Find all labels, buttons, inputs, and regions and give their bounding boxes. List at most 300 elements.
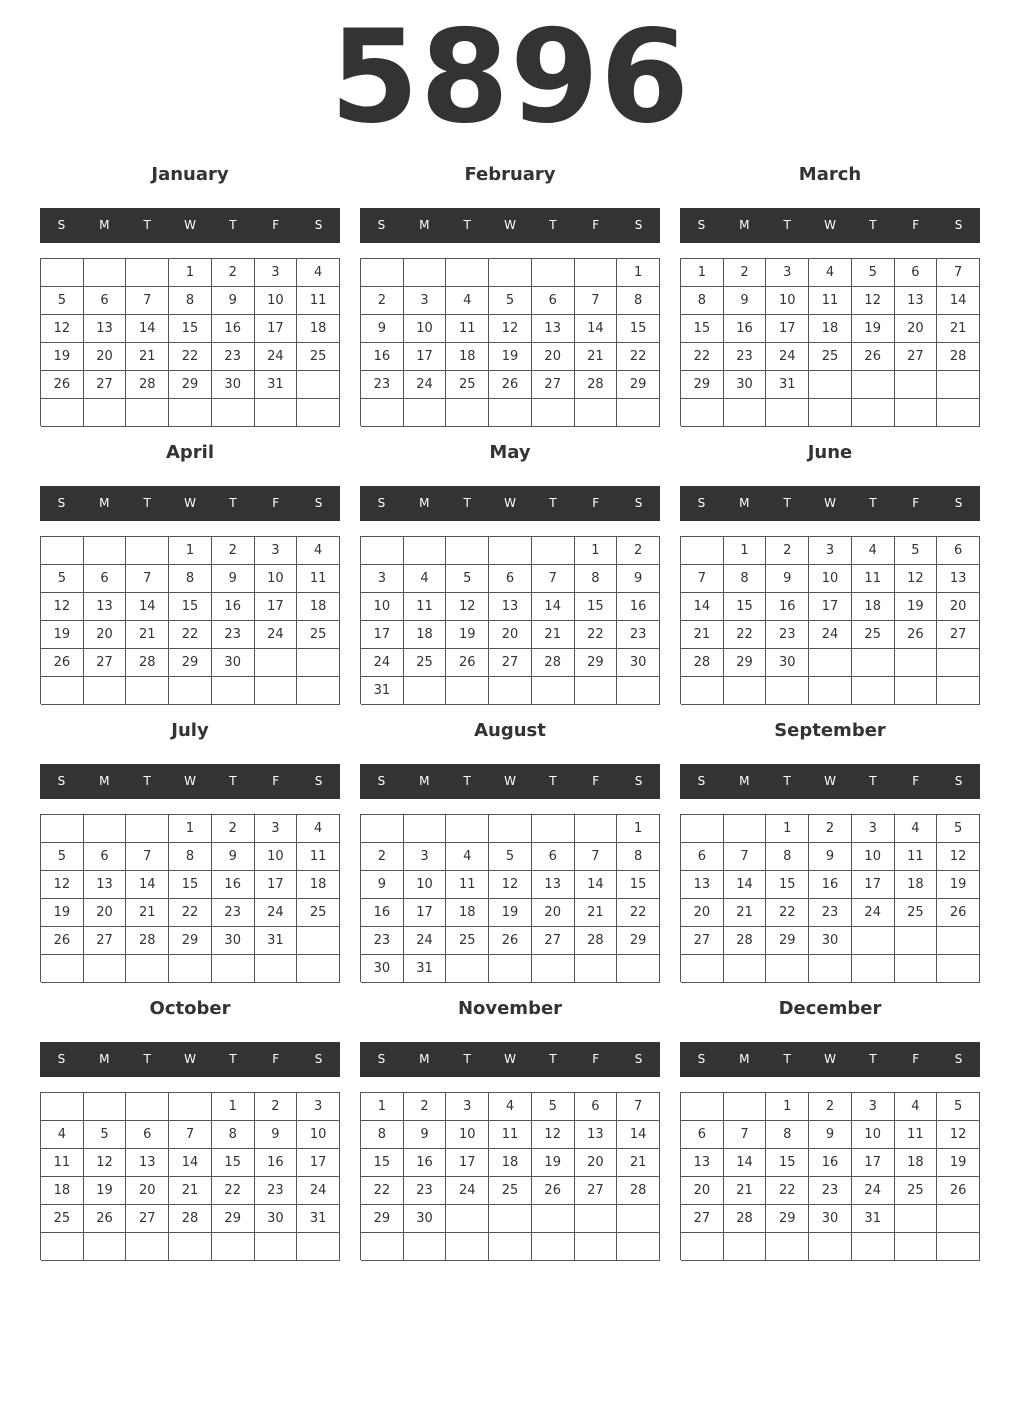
day-cell[interactable]: 7 (724, 1121, 767, 1149)
day-cell[interactable]: 13 (895, 287, 938, 315)
day-cell[interactable]: 21 (126, 621, 169, 649)
day-cell[interactable]: 7 (724, 843, 767, 871)
day-cell[interactable]: 15 (724, 593, 767, 621)
day-cell[interactable]: 11 (489, 1121, 532, 1149)
day-cell[interactable]: 18 (446, 899, 489, 927)
day-cell[interactable]: 26 (937, 899, 980, 927)
day-cell[interactable]: 15 (766, 1149, 809, 1177)
day-cell[interactable]: 23 (212, 899, 255, 927)
day-cell[interactable]: 8 (766, 1121, 809, 1149)
day-cell[interactable]: 21 (126, 899, 169, 927)
day-cell[interactable]: 19 (937, 871, 980, 899)
day-cell[interactable]: 19 (41, 343, 84, 371)
day-cell[interactable]: 10 (255, 843, 298, 871)
day-cell[interactable]: 10 (852, 1121, 895, 1149)
day-cell[interactable]: 8 (361, 1121, 404, 1149)
day-cell[interactable]: 28 (126, 927, 169, 955)
day-cell[interactable]: 26 (489, 371, 532, 399)
day-cell[interactable]: 27 (681, 1205, 724, 1233)
day-cell[interactable]: 6 (532, 287, 575, 315)
day-cell[interactable]: 20 (681, 1177, 724, 1205)
day-cell[interactable]: 25 (297, 899, 340, 927)
day-cell[interactable]: 15 (169, 871, 212, 899)
day-cell[interactable]: 29 (724, 649, 767, 677)
day-cell[interactable]: 8 (766, 843, 809, 871)
day-cell[interactable]: 18 (809, 315, 852, 343)
day-cell[interactable]: 26 (532, 1177, 575, 1205)
day-cell[interactable]: 25 (446, 927, 489, 955)
day-cell[interactable]: 14 (575, 871, 618, 899)
day-cell[interactable]: 22 (169, 621, 212, 649)
day-cell[interactable]: 6 (895, 259, 938, 287)
day-cell[interactable]: 23 (212, 621, 255, 649)
day-cell[interactable]: 2 (617, 537, 660, 565)
day-cell[interactable]: 9 (361, 871, 404, 899)
day-cell[interactable]: 17 (255, 871, 298, 899)
day-cell[interactable]: 30 (212, 649, 255, 677)
day-cell[interactable]: 7 (575, 287, 618, 315)
day-cell[interactable]: 25 (809, 343, 852, 371)
day-cell[interactable]: 12 (489, 871, 532, 899)
day-cell[interactable]: 4 (41, 1121, 84, 1149)
day-cell[interactable]: 3 (255, 537, 298, 565)
day-cell[interactable]: 20 (84, 621, 127, 649)
day-cell[interactable]: 2 (404, 1093, 447, 1121)
day-cell[interactable]: 24 (255, 621, 298, 649)
day-cell[interactable]: 18 (852, 593, 895, 621)
day-cell[interactable]: 4 (297, 537, 340, 565)
day-cell[interactable]: 17 (446, 1149, 489, 1177)
day-cell[interactable]: 28 (126, 649, 169, 677)
day-cell[interactable]: 22 (681, 343, 724, 371)
day-cell[interactable]: 6 (575, 1093, 618, 1121)
day-cell[interactable]: 13 (532, 871, 575, 899)
day-cell[interactable]: 8 (681, 287, 724, 315)
day-cell[interactable]: 21 (681, 621, 724, 649)
day-cell[interactable]: 29 (361, 1205, 404, 1233)
day-cell[interactable]: 6 (681, 843, 724, 871)
day-cell[interactable]: 7 (126, 287, 169, 315)
day-cell[interactable]: 2 (809, 1093, 852, 1121)
day-cell[interactable]: 9 (255, 1121, 298, 1149)
day-cell[interactable]: 28 (169, 1205, 212, 1233)
day-cell[interactable]: 22 (361, 1177, 404, 1205)
day-cell[interactable]: 17 (404, 343, 447, 371)
day-cell[interactable]: 4 (852, 537, 895, 565)
day-cell[interactable]: 16 (766, 593, 809, 621)
day-cell[interactable]: 29 (169, 371, 212, 399)
day-cell[interactable]: 20 (895, 315, 938, 343)
day-cell[interactable]: 19 (84, 1177, 127, 1205)
day-cell[interactable]: 8 (575, 565, 618, 593)
day-cell[interactable]: 19 (446, 621, 489, 649)
day-cell[interactable]: 23 (212, 343, 255, 371)
day-cell[interactable]: 15 (766, 871, 809, 899)
day-cell[interactable]: 8 (169, 843, 212, 871)
day-cell[interactable]: 13 (937, 565, 980, 593)
day-cell[interactable]: 7 (126, 843, 169, 871)
day-cell[interactable]: 5 (41, 287, 84, 315)
day-cell[interactable]: 20 (84, 343, 127, 371)
day-cell[interactable]: 7 (169, 1121, 212, 1149)
day-cell[interactable]: 31 (766, 371, 809, 399)
day-cell[interactable]: 2 (212, 259, 255, 287)
day-cell[interactable]: 30 (766, 649, 809, 677)
day-cell[interactable]: 24 (446, 1177, 489, 1205)
day-cell[interactable]: 29 (766, 1205, 809, 1233)
day-cell[interactable]: 16 (361, 899, 404, 927)
day-cell[interactable]: 14 (126, 315, 169, 343)
day-cell[interactable]: 4 (446, 287, 489, 315)
day-cell[interactable]: 23 (809, 899, 852, 927)
day-cell[interactable]: 6 (681, 1121, 724, 1149)
day-cell[interactable]: 29 (617, 927, 660, 955)
day-cell[interactable]: 21 (937, 315, 980, 343)
day-cell[interactable]: 8 (212, 1121, 255, 1149)
day-cell[interactable]: 8 (169, 565, 212, 593)
day-cell[interactable]: 24 (404, 927, 447, 955)
day-cell[interactable]: 30 (404, 1205, 447, 1233)
day-cell[interactable]: 7 (575, 843, 618, 871)
day-cell[interactable]: 25 (41, 1205, 84, 1233)
day-cell[interactable]: 6 (84, 843, 127, 871)
day-cell[interactable]: 31 (404, 955, 447, 983)
day-cell[interactable]: 8 (724, 565, 767, 593)
day-cell[interactable]: 17 (852, 1149, 895, 1177)
day-cell[interactable]: 10 (809, 565, 852, 593)
day-cell[interactable]: 11 (446, 315, 489, 343)
day-cell[interactable]: 28 (724, 927, 767, 955)
day-cell[interactable]: 3 (404, 843, 447, 871)
day-cell[interactable]: 19 (852, 315, 895, 343)
day-cell[interactable]: 5 (489, 287, 532, 315)
day-cell[interactable]: 24 (404, 371, 447, 399)
day-cell[interactable]: 20 (84, 899, 127, 927)
day-cell[interactable]: 14 (169, 1149, 212, 1177)
day-cell[interactable]: 2 (212, 537, 255, 565)
day-cell[interactable]: 16 (212, 315, 255, 343)
day-cell[interactable]: 1 (766, 815, 809, 843)
day-cell[interactable]: 21 (126, 343, 169, 371)
day-cell[interactable]: 30 (809, 1205, 852, 1233)
day-cell[interactable]: 25 (895, 899, 938, 927)
day-cell[interactable]: 25 (852, 621, 895, 649)
day-cell[interactable]: 4 (895, 1093, 938, 1121)
day-cell[interactable]: 21 (724, 1177, 767, 1205)
day-cell[interactable]: 10 (766, 287, 809, 315)
day-cell[interactable]: 19 (489, 343, 532, 371)
day-cell[interactable]: 2 (361, 287, 404, 315)
day-cell[interactable]: 31 (361, 677, 404, 705)
day-cell[interactable]: 21 (617, 1149, 660, 1177)
day-cell[interactable]: 11 (41, 1149, 84, 1177)
day-cell[interactable]: 11 (895, 1121, 938, 1149)
day-cell[interactable]: 10 (255, 565, 298, 593)
day-cell[interactable]: 30 (809, 927, 852, 955)
day-cell[interactable]: 5 (852, 259, 895, 287)
day-cell[interactable]: 15 (169, 315, 212, 343)
day-cell[interactable]: 27 (532, 927, 575, 955)
day-cell[interactable]: 4 (809, 259, 852, 287)
day-cell[interactable]: 28 (126, 371, 169, 399)
day-cell[interactable]: 31 (255, 927, 298, 955)
day-cell[interactable]: 18 (404, 621, 447, 649)
day-cell[interactable]: 15 (681, 315, 724, 343)
day-cell[interactable]: 3 (766, 259, 809, 287)
day-cell[interactable]: 4 (446, 843, 489, 871)
day-cell[interactable]: 22 (617, 343, 660, 371)
day-cell[interactable]: 1 (361, 1093, 404, 1121)
day-cell[interactable]: 14 (126, 871, 169, 899)
day-cell[interactable]: 30 (255, 1205, 298, 1233)
day-cell[interactable]: 30 (617, 649, 660, 677)
day-cell[interactable]: 12 (41, 593, 84, 621)
day-cell[interactable]: 25 (446, 371, 489, 399)
day-cell[interactable]: 9 (212, 843, 255, 871)
day-cell[interactable]: 9 (212, 287, 255, 315)
day-cell[interactable]: 10 (255, 287, 298, 315)
day-cell[interactable]: 20 (532, 899, 575, 927)
day-cell[interactable]: 9 (809, 1121, 852, 1149)
day-cell[interactable]: 31 (852, 1205, 895, 1233)
day-cell[interactable]: 12 (895, 565, 938, 593)
day-cell[interactable]: 18 (446, 343, 489, 371)
day-cell[interactable]: 16 (361, 343, 404, 371)
day-cell[interactable]: 17 (255, 315, 298, 343)
day-cell[interactable]: 26 (852, 343, 895, 371)
day-cell[interactable]: 14 (617, 1121, 660, 1149)
day-cell[interactable]: 27 (937, 621, 980, 649)
day-cell[interactable]: 20 (937, 593, 980, 621)
day-cell[interactable]: 9 (361, 315, 404, 343)
day-cell[interactable]: 30 (361, 955, 404, 983)
day-cell[interactable]: 12 (84, 1149, 127, 1177)
day-cell[interactable]: 19 (937, 1149, 980, 1177)
day-cell[interactable]: 26 (84, 1205, 127, 1233)
day-cell[interactable]: 10 (297, 1121, 340, 1149)
day-cell[interactable]: 25 (297, 343, 340, 371)
day-cell[interactable]: 24 (361, 649, 404, 677)
day-cell[interactable]: 4 (895, 815, 938, 843)
day-cell[interactable]: 5 (446, 565, 489, 593)
day-cell[interactable]: 9 (809, 843, 852, 871)
day-cell[interactable]: 11 (297, 287, 340, 315)
day-cell[interactable]: 11 (404, 593, 447, 621)
day-cell[interactable]: 14 (724, 1149, 767, 1177)
day-cell[interactable]: 29 (212, 1205, 255, 1233)
day-cell[interactable]: 2 (809, 815, 852, 843)
day-cell[interactable]: 13 (126, 1149, 169, 1177)
day-cell[interactable]: 12 (446, 593, 489, 621)
day-cell[interactable]: 26 (489, 927, 532, 955)
day-cell[interactable]: 6 (126, 1121, 169, 1149)
day-cell[interactable]: 13 (84, 593, 127, 621)
day-cell[interactable]: 26 (41, 649, 84, 677)
day-cell[interactable]: 26 (446, 649, 489, 677)
day-cell[interactable]: 24 (255, 899, 298, 927)
day-cell[interactable]: 4 (404, 565, 447, 593)
day-cell[interactable]: 12 (937, 843, 980, 871)
day-cell[interactable]: 4 (489, 1093, 532, 1121)
day-cell[interactable]: 22 (766, 899, 809, 927)
day-cell[interactable]: 1 (212, 1093, 255, 1121)
day-cell[interactable]: 7 (617, 1093, 660, 1121)
day-cell[interactable]: 4 (297, 259, 340, 287)
day-cell[interactable]: 9 (212, 565, 255, 593)
day-cell[interactable]: 16 (255, 1149, 298, 1177)
day-cell[interactable]: 10 (446, 1121, 489, 1149)
day-cell[interactable]: 5 (41, 843, 84, 871)
day-cell[interactable]: 14 (937, 287, 980, 315)
day-cell[interactable]: 28 (724, 1205, 767, 1233)
day-cell[interactable]: 2 (361, 843, 404, 871)
day-cell[interactable]: 26 (41, 927, 84, 955)
day-cell[interactable]: 3 (446, 1093, 489, 1121)
day-cell[interactable]: 27 (84, 649, 127, 677)
day-cell[interactable]: 10 (852, 843, 895, 871)
day-cell[interactable]: 11 (852, 565, 895, 593)
day-cell[interactable]: 23 (255, 1177, 298, 1205)
day-cell[interactable]: 22 (617, 899, 660, 927)
day-cell[interactable]: 26 (937, 1177, 980, 1205)
day-cell[interactable]: 27 (532, 371, 575, 399)
day-cell[interactable]: 12 (937, 1121, 980, 1149)
day-cell[interactable]: 3 (809, 537, 852, 565)
day-cell[interactable]: 14 (532, 593, 575, 621)
day-cell[interactable]: 19 (895, 593, 938, 621)
day-cell[interactable]: 11 (446, 871, 489, 899)
day-cell[interactable]: 9 (617, 565, 660, 593)
day-cell[interactable]: 7 (532, 565, 575, 593)
day-cell[interactable]: 25 (297, 621, 340, 649)
day-cell[interactable]: 8 (169, 287, 212, 315)
day-cell[interactable]: 13 (681, 871, 724, 899)
day-cell[interactable]: 3 (852, 815, 895, 843)
day-cell[interactable]: 9 (404, 1121, 447, 1149)
day-cell[interactable]: 30 (212, 927, 255, 955)
day-cell[interactable]: 5 (937, 1093, 980, 1121)
day-cell[interactable]: 28 (937, 343, 980, 371)
day-cell[interactable]: 1 (575, 537, 618, 565)
day-cell[interactable]: 1 (681, 259, 724, 287)
day-cell[interactable]: 17 (255, 593, 298, 621)
day-cell[interactable]: 31 (255, 371, 298, 399)
day-cell[interactable]: 13 (489, 593, 532, 621)
day-cell[interactable]: 13 (681, 1149, 724, 1177)
day-cell[interactable]: 21 (169, 1177, 212, 1205)
day-cell[interactable]: 18 (895, 1149, 938, 1177)
day-cell[interactable]: 28 (681, 649, 724, 677)
day-cell[interactable]: 25 (895, 1177, 938, 1205)
day-cell[interactable]: 11 (895, 843, 938, 871)
day-cell[interactable]: 22 (169, 343, 212, 371)
day-cell[interactable]: 27 (681, 927, 724, 955)
day-cell[interactable]: 22 (724, 621, 767, 649)
day-cell[interactable]: 29 (169, 649, 212, 677)
day-cell[interactable]: 24 (297, 1177, 340, 1205)
day-cell[interactable]: 13 (532, 315, 575, 343)
day-cell[interactable]: 6 (937, 537, 980, 565)
day-cell[interactable]: 3 (297, 1093, 340, 1121)
day-cell[interactable]: 15 (617, 315, 660, 343)
day-cell[interactable]: 24 (852, 899, 895, 927)
day-cell[interactable]: 8 (617, 287, 660, 315)
day-cell[interactable]: 16 (809, 1149, 852, 1177)
day-cell[interactable]: 23 (809, 1177, 852, 1205)
day-cell[interactable]: 2 (212, 815, 255, 843)
day-cell[interactable]: 12 (41, 871, 84, 899)
day-cell[interactable]: 1 (169, 259, 212, 287)
day-cell[interactable]: 24 (852, 1177, 895, 1205)
day-cell[interactable]: 12 (489, 315, 532, 343)
day-cell[interactable]: 21 (532, 621, 575, 649)
day-cell[interactable]: 7 (126, 565, 169, 593)
day-cell[interactable]: 17 (361, 621, 404, 649)
day-cell[interactable]: 17 (297, 1149, 340, 1177)
day-cell[interactable]: 17 (852, 871, 895, 899)
day-cell[interactable]: 5 (532, 1093, 575, 1121)
day-cell[interactable]: 23 (724, 343, 767, 371)
day-cell[interactable]: 23 (617, 621, 660, 649)
day-cell[interactable]: 23 (404, 1177, 447, 1205)
day-cell[interactable]: 1 (169, 815, 212, 843)
day-cell[interactable]: 12 (41, 315, 84, 343)
day-cell[interactable]: 3 (852, 1093, 895, 1121)
day-cell[interactable]: 6 (489, 565, 532, 593)
day-cell[interactable]: 29 (617, 371, 660, 399)
day-cell[interactable]: 18 (489, 1149, 532, 1177)
day-cell[interactable]: 23 (361, 371, 404, 399)
day-cell[interactable]: 5 (895, 537, 938, 565)
day-cell[interactable]: 10 (361, 593, 404, 621)
day-cell[interactable]: 6 (84, 565, 127, 593)
day-cell[interactable]: 18 (297, 315, 340, 343)
day-cell[interactable]: 20 (126, 1177, 169, 1205)
day-cell[interactable]: 17 (809, 593, 852, 621)
day-cell[interactable]: 11 (297, 843, 340, 871)
day-cell[interactable]: 26 (41, 371, 84, 399)
day-cell[interactable]: 27 (575, 1177, 618, 1205)
day-cell[interactable]: 10 (404, 871, 447, 899)
day-cell[interactable]: 16 (809, 871, 852, 899)
day-cell[interactable]: 5 (937, 815, 980, 843)
day-cell[interactable]: 17 (404, 899, 447, 927)
day-cell[interactable]: 1 (169, 537, 212, 565)
day-cell[interactable]: 29 (681, 371, 724, 399)
day-cell[interactable]: 3 (255, 259, 298, 287)
day-cell[interactable]: 23 (766, 621, 809, 649)
day-cell[interactable]: 14 (575, 315, 618, 343)
day-cell[interactable]: 16 (617, 593, 660, 621)
day-cell[interactable]: 17 (766, 315, 809, 343)
day-cell[interactable]: 30 (724, 371, 767, 399)
day-cell[interactable]: 16 (404, 1149, 447, 1177)
day-cell[interactable]: 16 (212, 871, 255, 899)
day-cell[interactable]: 24 (766, 343, 809, 371)
day-cell[interactable]: 14 (724, 871, 767, 899)
day-cell[interactable]: 7 (681, 565, 724, 593)
day-cell[interactable]: 5 (489, 843, 532, 871)
day-cell[interactable]: 15 (361, 1149, 404, 1177)
day-cell[interactable]: 28 (532, 649, 575, 677)
day-cell[interactable]: 25 (404, 649, 447, 677)
day-cell[interactable]: 3 (361, 565, 404, 593)
day-cell[interactable]: 4 (297, 815, 340, 843)
day-cell[interactable]: 3 (255, 815, 298, 843)
day-cell[interactable]: 27 (489, 649, 532, 677)
day-cell[interactable]: 24 (255, 343, 298, 371)
day-cell[interactable]: 27 (84, 927, 127, 955)
